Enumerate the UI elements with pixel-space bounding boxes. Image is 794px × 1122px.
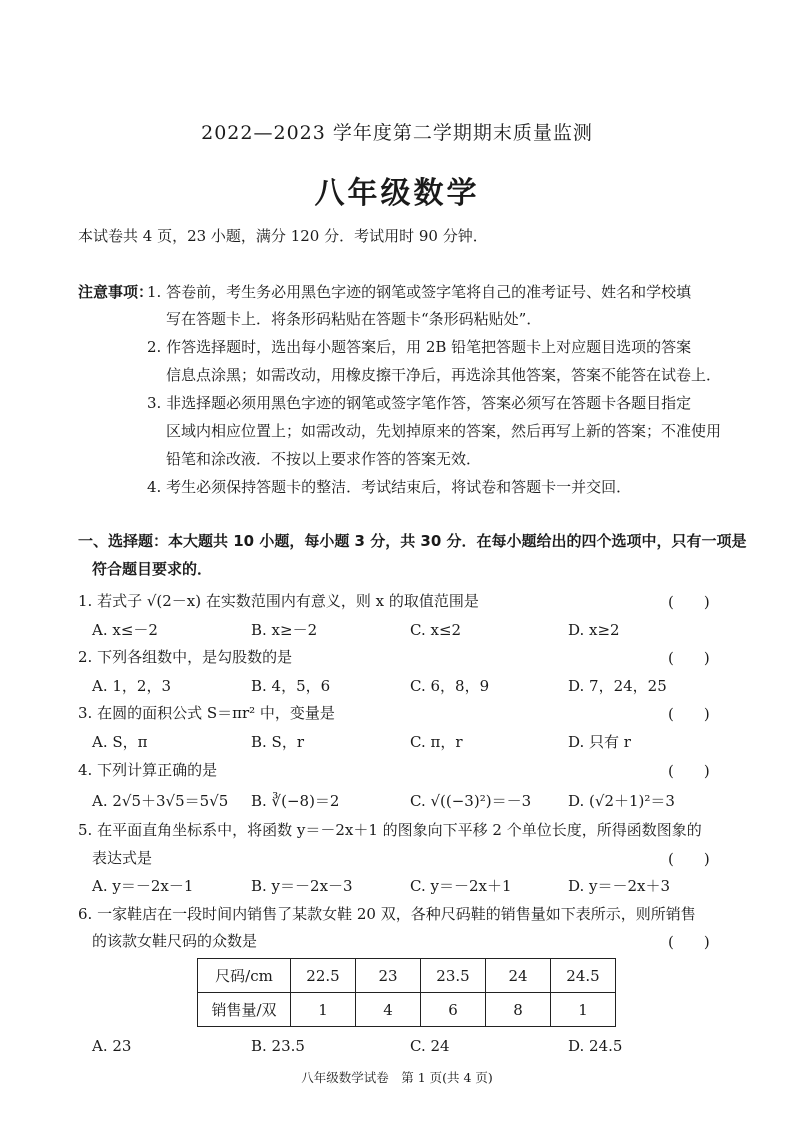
question-4-option-c: C. √((−3)²)＝－3 — [410, 792, 532, 810]
table-cell: 1 — [291, 993, 356, 1027]
question-1-answer-paren: ( ) — [668, 593, 710, 611]
question-5-stem: 5. 在平面直角坐标系中，将函数 y＝－2x＋1 的图象向下平移 2 个单位长度，所得函数图象的 — [78, 821, 702, 839]
question-2-option-d: D. 7，24，25 — [568, 677, 667, 695]
note-2-line-1: 2. 作答选择题时，选出每小题答案后，用 2B 铅笔把答题卡上对应题目选项的答案 — [147, 338, 692, 356]
note-1-line-1: 1. 答卷前，考生务必用黑色字迹的钢笔或签字笔将自己的准考证号、姓名和学校填 — [147, 283, 692, 301]
question-6-option-a: A. 23 — [92, 1037, 132, 1055]
question-4-option-b: B. ∛(−8)＝2 — [251, 792, 340, 810]
note-2-line-2: 信息点涂黑；如需改动，用橡皮擦干净后，再选涂其他答案，答案不能答在试卷上． — [166, 366, 722, 384]
question-5-option-a: A. y＝－2x－1 — [92, 877, 194, 895]
question-6-option-b: B. 23.5 — [251, 1037, 305, 1055]
table-cell: 23.5 — [421, 959, 486, 993]
notes-label: 注意事项： — [78, 283, 154, 301]
table-cell: 24.5 — [551, 959, 616, 993]
table-cell: 1 — [551, 993, 616, 1027]
question-6-answer-paren: ( ) — [668, 933, 710, 951]
question-6-option-c: C. 24 — [410, 1037, 450, 1055]
question-1-option-a: A. x≤－2 — [92, 621, 158, 639]
question-5-answer-paren: ( ) — [668, 850, 710, 868]
table-cell: 6 — [421, 993, 486, 1027]
table-header-row — [198, 959, 616, 993]
question-6-option-d: D. 24.5 — [568, 1037, 623, 1055]
table-cell: 24 — [486, 959, 551, 993]
question-2-stem: 2. 下列各组数中，是勾股数的是 — [78, 648, 293, 666]
table-cell: 23 — [356, 959, 421, 993]
question-4-stem: 4. 下列计算正确的是 — [78, 761, 218, 779]
question-2-option-c: C. 6，8，9 — [410, 677, 490, 695]
note-3-line-2: 区域内相应位置上；如需改动，先划掉原来的答案，然后再写上新的答案；不准使用 — [166, 422, 722, 440]
question-2-answer-paren: ( ) — [668, 649, 710, 667]
shoe-size-sales-table — [197, 958, 616, 1027]
exam-title: 2022—2023 学年度第二学期期末质量监测 — [201, 122, 593, 144]
question-5-option-b: B. y＝－2x－3 — [251, 877, 353, 895]
note-1-line-2: 写在答题卡上．将条形码粘贴在答题卡“条形码粘贴处”． — [166, 310, 542, 328]
page-footer: 八年级数学试卷 第 1 页(共 4 页) — [301, 1070, 493, 1085]
question-2-option-b: B. 4，5，6 — [251, 677, 331, 695]
section-1-heading-cont: 符合题目要求的． — [92, 560, 213, 578]
note-4-line-1: 4. 考生必须保持答题卡的整洁．考试结束后，将试卷和答题卡一并交回． — [147, 478, 632, 496]
exam-intro: 本试卷共 4 页，23 小题，满分 120 分．考试用时 90 分钟． — [78, 227, 488, 245]
question-1-stem: 1. 若式子 √(2－x) 在实数范围内有意义，则 x 的取值范围是 — [78, 592, 479, 610]
question-2-option-a: A. 1，2，3 — [92, 677, 171, 695]
section-1-heading: 一、选择题：本大题共 10 小题，每小题 3 分，共 30 分．在每小题给出的四个选项中，只有一项是 — [78, 532, 747, 550]
question-1-option-d: D. x≥2 — [568, 621, 620, 639]
question-3-option-c: C. π，r — [410, 733, 463, 751]
question-6-stem-cont: 的该款女鞋尺码的众数是 — [92, 932, 258, 950]
table-cell: 22.5 — [291, 959, 356, 993]
question-5-option-c: C. y＝－2x＋1 — [410, 877, 512, 895]
table-cell: 尺码/cm — [198, 959, 291, 993]
question-4-option-d: D. (√2＋1)²＝3 — [568, 792, 675, 810]
note-3-line-3: 铅笔和涂改液．不按以上要求作答的答案无效． — [166, 450, 482, 468]
note-3-line-1: 3. 非选择题必须用黑色字迹的钢笔或签字笔作答，答案必须写在答题卡各题目指定 — [147, 394, 692, 412]
question-5-stem-cont: 表达式是 — [92, 849, 153, 867]
question-3-option-a: A. S，π — [92, 733, 148, 751]
question-1-option-c: C. x≤2 — [410, 621, 462, 639]
question-3-option-d: D. 只有 r — [568, 733, 631, 751]
question-4-option-a: A. 2√5＋3√5＝5√5 — [92, 792, 229, 810]
question-4-answer-paren: ( ) — [668, 762, 710, 780]
exam-subtitle: 八年级数学 — [314, 176, 480, 211]
question-5-option-d: D. y＝－2x＋3 — [568, 877, 671, 895]
question-3-answer-paren: ( ) — [668, 705, 710, 723]
question-1-option-b: B. x≥－2 — [251, 621, 318, 639]
question-6-stem: 6. 一家鞋店在一段时间内销售了某款女鞋 20 双，各种尺码鞋的销售量如下表所示，则所销售 — [78, 905, 696, 923]
table-cell: 销售量/双 — [198, 993, 291, 1027]
question-3-option-b: B. S，r — [251, 733, 305, 751]
table-row — [198, 993, 616, 1027]
table-cell: 8 — [486, 993, 551, 1027]
table-cell: 4 — [356, 993, 421, 1027]
question-3-stem: 3. 在圆的面积公式 S＝πr² 中，变量是 — [78, 704, 335, 722]
